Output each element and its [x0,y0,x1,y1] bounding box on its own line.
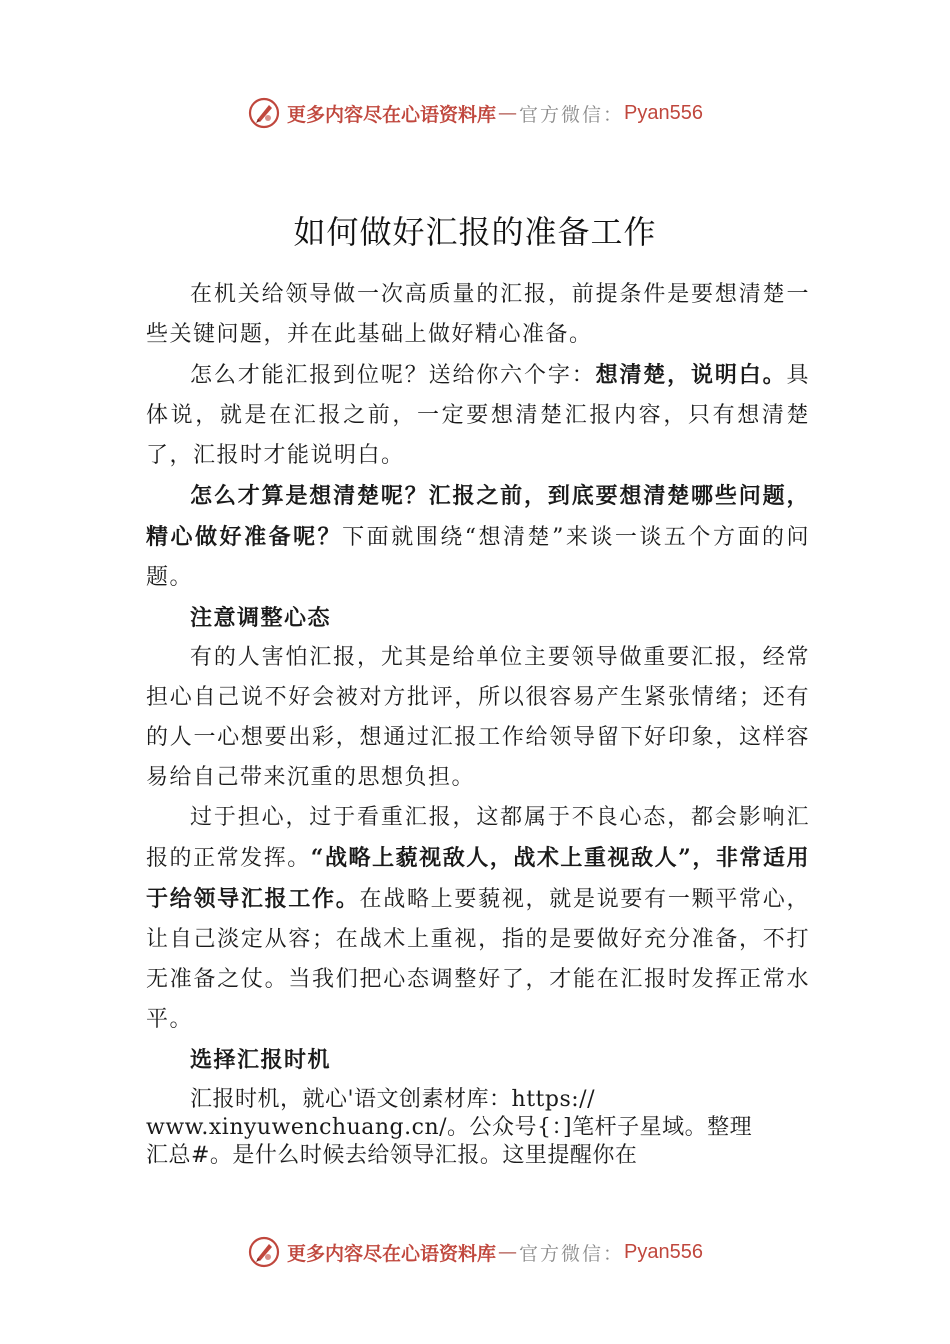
watermark-brand: 更多内容尽在心语资料库 [287,1242,497,1265]
pen-logo-icon [247,96,281,130]
document-title: 如何做好汇报的准备工作 [293,213,657,252]
p6-line-3: 汇总#。是什么时候去给领导汇报。这里提醒你在 [146,1143,638,1168]
p3-bold: 怎么才算是想清楚呢？汇报之前，到底要想清楚哪些问题，精心做好准备呢？ [146,483,810,550]
p2-text: 怎么才能汇报到位呢？送给你六个字： [190,363,596,388]
paragraph-5 [146,798,810,1040]
p6-line-1: 汇报时机，就心'语文创素材库：https:// [190,1087,596,1112]
watermark-label: 官方微信： [519,1242,625,1265]
header-watermark [0,93,950,133]
paragraph-2 [146,355,810,476]
paragraph-6 [146,1086,810,1170]
paragraph-3 [146,476,810,598]
pen-logo-icon [247,1235,281,1269]
p2-rest: 具体说，就是在汇报之前，一定要想清楚汇报内容，只有想清楚了，汇报时才能说明白。 [146,363,810,468]
document-body [146,275,810,1170]
section-heading-1: 注意调整心态 [190,605,332,631]
p5-bold: “战略上藐视敌人，战术上重视敌人”，非常适用于给领导汇报工作。 [146,845,810,912]
watermark-id: Pyan556 [624,1240,703,1263]
p5-rest: 在战略上要藐视，就是说要有一颗平常心，让自己淡定从容；在战术上重视，指的是要做好充分准备，不打无准备之仗。当我们把心态调整好了，才能在汇报时发挥正常水平。 [146,887,810,1032]
paragraph-1: 在机关给领导做一次高质量的汇报，前提条件是要想清楚一些关键问题，并在此基础上做好精心准备。 [146,282,810,347]
watermark-brand: 更多内容尽在心语资料库 [287,103,497,126]
watermark-separator: — [498,102,518,124]
p2-bold: 想清楚，说明白。 [595,362,787,388]
section-heading-2: 选择汇报时机 [190,1047,332,1073]
p5-text: 过于担心，过于看重汇报，这都属于不良心态，都会影响汇报的正常发挥。 [146,805,810,871]
watermark-label: 官方微信： [519,103,625,126]
paragraph-4: 有的人害怕汇报，尤其是给单位主要领导做重要汇报，经常担心自己说不好会被对方批评，所以很容易产生紧张情绪；还有的人一心想要出彩，想通过汇报工作给领导留下好印象，这样容易给自己带来沉重的思想负担。 [146,645,810,790]
p6-line-2: www.xinyuwenchuang.cn/。公众号{：]笔杆子星域。整理 [146,1115,753,1140]
p3-rest: 下面就围绕“想清楚”来谈一谈五个方面的问题。 [146,525,810,590]
footer-watermark [0,1232,950,1272]
watermark-separator: — [498,1241,518,1263]
watermark-id: Pyan556 [624,101,703,124]
